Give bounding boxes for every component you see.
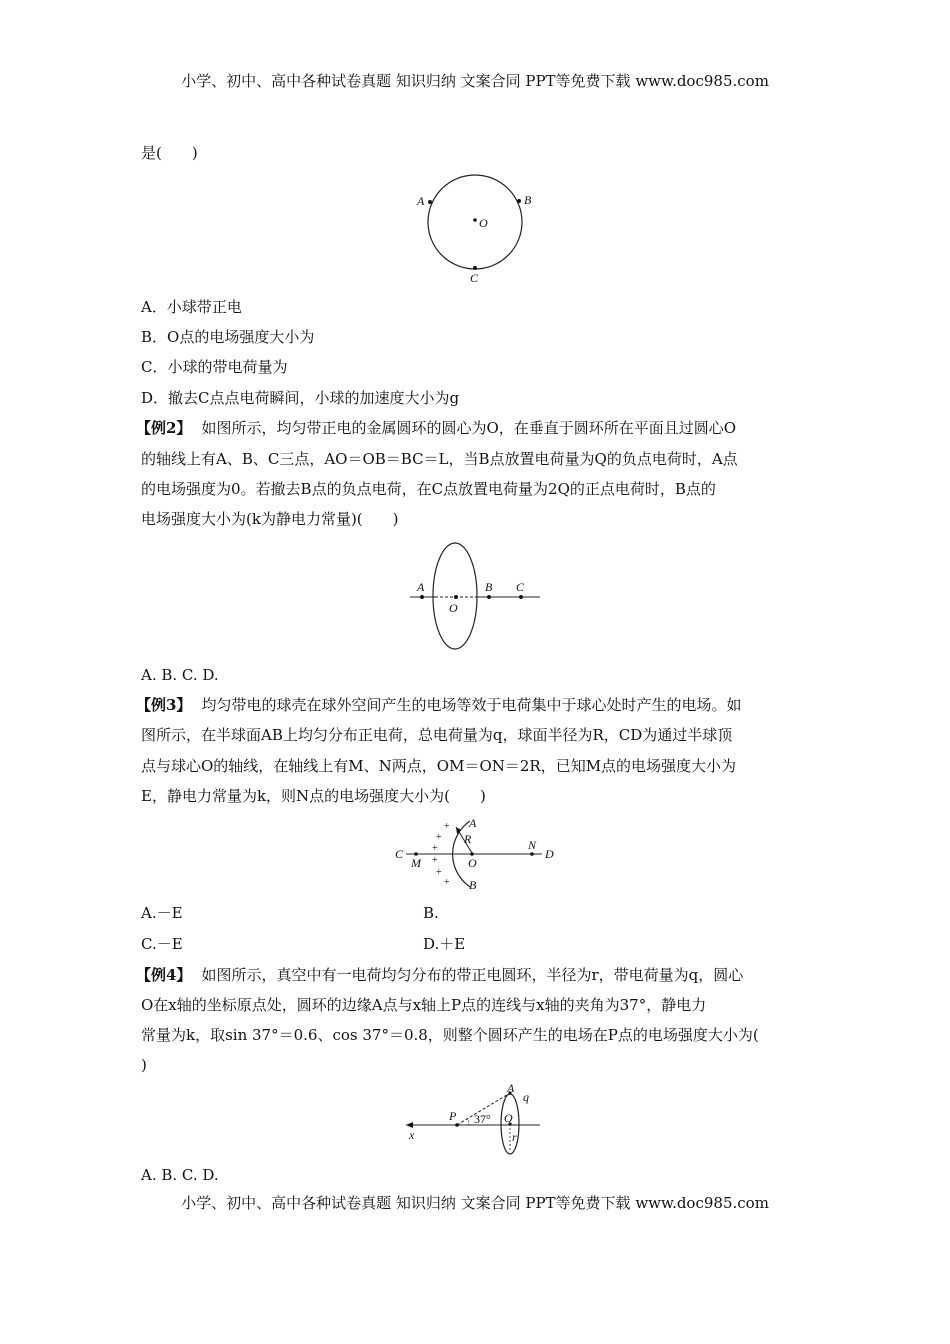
point-c [519,595,523,599]
plus-sign: + [436,832,442,843]
q1-option-b: B．O点的电场强度大小为 [141,328,315,346]
label-x: x [409,1128,415,1142]
page-footer: 小学、初中、高中各种试卷真题 知识归纳 文案合同 PPT等免费下载 www.doc985.com [181,1194,769,1212]
q3-line-3: 点与球心O的轴线，在轴线上有M、N两点，OM＝ON＝2R，已知M点的电场强度大小为 [141,757,737,775]
q2-line-1: 如图所示，均匀带正电的金属圆环的圆心为O，在垂直于圆环所在平面且过圆心O [201,419,737,437]
plus-sign: + [436,867,442,878]
point-b [517,199,521,203]
q3-option-c: C.－E [141,935,183,953]
q2-line-4: 电场强度大小为(k为静电力常量)( ) [141,510,399,528]
q3-first-line [136,695,741,715]
q2-line-3: 的电场强度为0。若撤去B点的负点电荷，在C点放置电荷量为2Q的正点电荷时，B点的 [141,480,716,498]
point-p [455,1123,459,1127]
q4-line-3: 常量为k，取sin 37°＝0.6、cos 37°＝0.8，则整个圆环产生的电场在P点的电场强度大小为( [141,1026,759,1044]
label-c: C [395,847,404,861]
q4-line-2: O在x轴的坐标原点处，圆环的边缘A点与x轴上P点的连线与x轴的夹角为37°，静电力 [141,996,707,1014]
point-a [428,200,432,204]
label-o: O [479,216,488,230]
point-o [454,595,458,599]
label-p: P [449,1109,457,1123]
q3-tag: 【例3】 [136,696,192,714]
label-r: R [464,832,472,846]
q3-option-b: B. [423,904,439,922]
label-d: D [545,847,554,861]
plus-sign: + [432,843,438,854]
q3-line-2: 图所示，在半球面AB上均匀分布正电荷，总电荷量为q，球面半径为R，CD为通过半球顶 [141,726,733,744]
q2-line-2: 的轴线上有A、B、C三点，AO＝OB＝BC＝L，当B点放置电荷量为Q的负点电荷时，A点 [141,450,738,468]
q3-option-d: D.＋E [423,935,466,953]
q1-option-a: A．小球带正电 [141,298,242,316]
q3-line-1: 均匀带电的球壳在球外空间产生的电场等效于电荷集中于球心处时产生的电场。如 [201,696,742,714]
q1-figure [410,168,550,290]
q2-options: A. B. C. D. [141,666,219,684]
plus-sign: + [444,877,450,888]
plus-sign: + [432,855,438,866]
label-o: O [504,1111,513,1125]
label-o: O [468,856,477,870]
point-c [473,266,477,270]
label-b: B [485,580,493,594]
label-o: O [449,601,458,615]
q4-tag: 【例4】 [136,966,192,984]
point-b [487,595,491,599]
q4-line-1: 如图所示，真空中有一电荷均匀分布的带正电圆环，半径为r，带电荷量为q，圆心 [201,966,744,984]
q4-options: A. B. C. D. [141,1166,219,1184]
label-b: B [469,878,477,892]
q4-line-4: ) [141,1056,147,1074]
point-a [420,595,424,599]
label-b: B [524,193,532,207]
plus-sign: + [444,821,450,832]
q3-line-4: E，静电力常量为k，则N点的电场强度大小为( ) [141,787,486,805]
label-a: A [417,580,425,594]
q4-first-line [136,965,743,985]
point-o [473,218,477,222]
q1-option-d: D．撤去C点点电荷瞬间，小球的加速度大小为g [141,389,460,407]
label-n: N [528,838,537,852]
q3-option-a: A.－E [141,904,183,922]
q1-option-c: C．小球的带电荷量为 [141,358,288,376]
q2-tag: 【例2】 [136,419,192,437]
q2-figure [405,540,550,655]
page-header: 小学、初中、高中各种试卷真题 知识归纳 文案合同 PPT等免费下载 www.doc985.com [181,72,769,90]
label-q: q [523,1090,529,1104]
label-a: A [469,816,477,830]
ring-circle [428,175,522,269]
label-a: A [417,194,425,208]
q3-figure [392,815,567,895]
label-a: A [507,1081,515,1095]
point-n [530,852,534,856]
q2-first-line [136,418,736,438]
label-c: C [470,271,479,285]
label-m: M [411,856,421,870]
label-r: r [512,1130,517,1144]
q1-stem-tail: 是( ) [141,144,198,162]
label-angle: 37° [474,1112,491,1126]
label-c: C [516,580,525,594]
q4-figure [400,1080,550,1160]
